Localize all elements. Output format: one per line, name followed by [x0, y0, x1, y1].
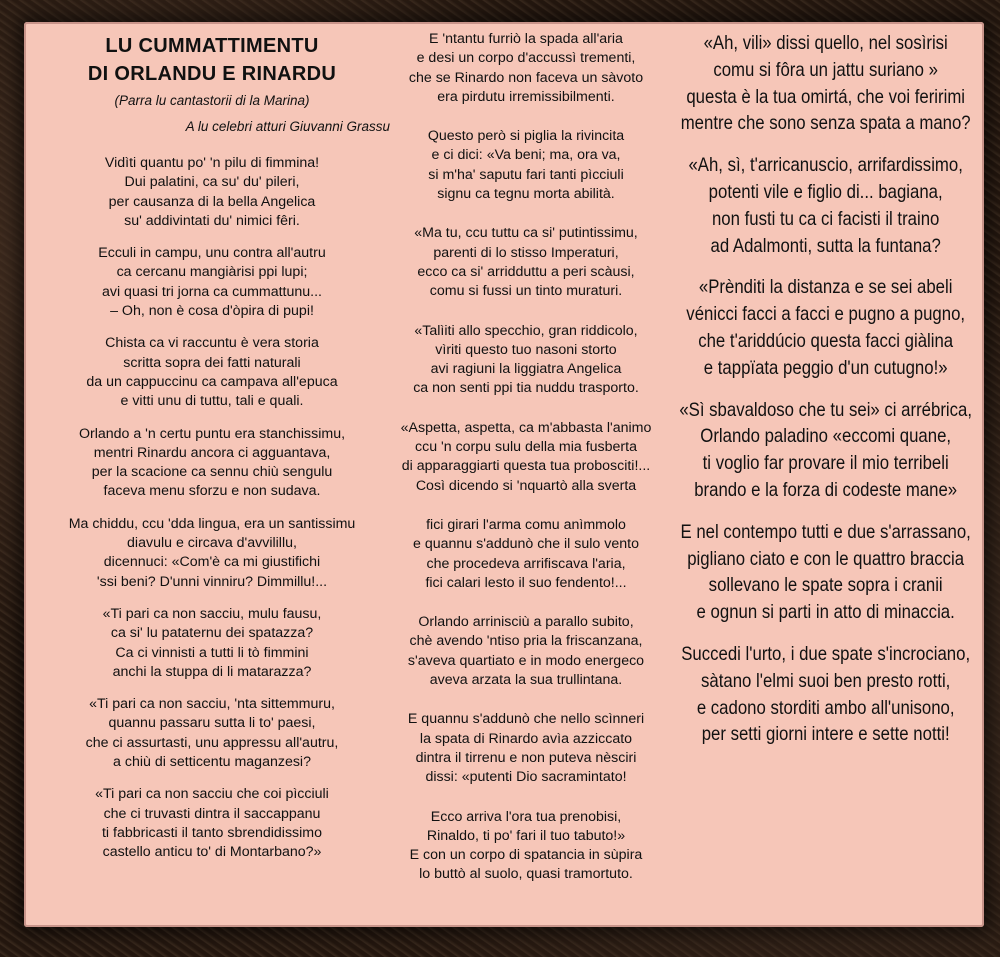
- stanza: [32, 425, 392, 502]
- verse-line: «Sì sbavaldoso che tu sei» ci arrébrica,: [679, 398, 973, 421]
- verse-line: diavulu e circava d'avvilillu,: [127, 535, 297, 552]
- stanza: [376, 613, 676, 690]
- verse-line: dissi: «putenti Dio sacramintato!: [425, 769, 627, 786]
- verse-line: Orlando a 'n certu puntu era stanchissimu,: [78, 425, 346, 442]
- poem-dedication: A lu celebri atturi Giuvanni Grassu: [185, 119, 390, 134]
- verse-line: mentre che sono senza spata a mano?: [680, 112, 971, 135]
- verse-line: 'ssi beni? D'unni vinniru? Dimmillu!...: [96, 573, 328, 590]
- verse-line: che procedeva arrifiscava l'aria,: [426, 555, 626, 572]
- verse-line: E con un corpo di spatancia in sùpira: [409, 847, 643, 864]
- stanza: [664, 152, 987, 259]
- verse-line: «Ah, sì, t'arricanuscio, arrifardissimo,: [688, 154, 963, 177]
- verse-line: aveva arzata la sua trullintana.: [429, 672, 623, 689]
- verse-line: – Oh, non è cosa d'òpira di pupi!: [110, 303, 314, 320]
- poem-subtitle: (Parra lu cantastorii di la Marina): [114, 93, 310, 108]
- column-2-stanzas: [376, 30, 676, 885]
- verse-line: Ecco arriva l'ora tua prenobisi,: [430, 808, 622, 825]
- column-3-stanzas: [664, 30, 987, 748]
- stanza: [32, 154, 392, 231]
- title-line: DI ORLANDU E RINARDU: [87, 63, 337, 85]
- verse-line: che ci assurtasti, unu appressu all'autru,: [85, 734, 339, 751]
- column-1: [32, 30, 392, 876]
- stanza: [32, 244, 392, 321]
- stanza: [376, 419, 676, 496]
- column-2: [376, 30, 676, 905]
- verse-line: Vidìti quantu po' 'n pilu di fimmina!: [104, 155, 320, 171]
- stanza: [664, 397, 987, 504]
- title-line: LU CUMMATTIMENTU: [105, 35, 319, 57]
- verse-line: Così dicendo si 'nquartò alla sverta: [415, 477, 637, 494]
- verse-line: e tappïata peggio d'un cutugno!»: [703, 356, 948, 379]
- verse-line: e ci dici: «Va beni; ma, ora va,: [431, 147, 621, 164]
- verse-line: su' addivintati du' nimici fêri.: [124, 212, 300, 229]
- verse-line: «Talìiti allo specchio, gran riddicolo,: [414, 322, 638, 339]
- stanza: [376, 30, 676, 107]
- verse-line: vénicci facci a facci e pugno a pugno,: [686, 303, 966, 326]
- verse-line: per causanza di la bella Angelica: [108, 193, 316, 210]
- verse-line: «Ti pari ca non sacciu, 'nta sittemmuru,: [89, 696, 335, 713]
- verse-line: da un cappuccinu ca campava all'epuca: [86, 373, 338, 390]
- verse-line: e ognun si parti in atto di minaccia.: [696, 601, 955, 624]
- verse-line: ecco ca si' arridduttu a peri scàusi,: [417, 263, 635, 280]
- verse-line: questa è la tua omirtá, che voi feririmi: [686, 85, 966, 108]
- verse-line: potenti vile e figlio di... bagiana,: [708, 180, 943, 203]
- verse-line: Succedi l'urto, i due spate s'incrociano,: [681, 642, 971, 665]
- stanza: [664, 274, 987, 381]
- stanza: [664, 519, 987, 626]
- stanza: [376, 710, 676, 787]
- verse-line: che t'ariddúcio questa facci giàlina: [698, 329, 954, 352]
- verse-line: «Ti pari ca non sacciu che coi pìcciuli: [95, 786, 329, 803]
- verse-line: brando e la forza di codeste mane»: [694, 478, 958, 501]
- verse-line: fici calari lesto il suo fendento!...: [425, 574, 627, 591]
- verse-line: avi ragiuni la liggiatra Angelica: [430, 361, 622, 378]
- verse-line: «Ma tu, ccu tuttu ca si' putintissimu,: [414, 225, 638, 242]
- verse-line: Chista ca vi raccuntu è vera storia: [105, 335, 319, 352]
- verse-line: Ecculi in campu, unu contra all'autru: [98, 245, 326, 262]
- verse-line: e desi un corpo d'accussì trementi,: [416, 50, 636, 67]
- column-3: [664, 30, 987, 763]
- verse-line: Orlando arrinisciù a parallo subito,: [418, 614, 634, 631]
- verse-line: E quannu s'addunò che nello scìnneri: [407, 711, 645, 728]
- stanza: [376, 808, 676, 885]
- verse-line: E nel contempo tutti e due s'arrassano,: [680, 520, 971, 543]
- verse-line: faceva menu sforzu e non sudava.: [103, 483, 321, 500]
- verse-line: comu si fôra un jattu suriano »: [713, 58, 939, 81]
- verse-line: quannu passaru sutta li to' paesi,: [108, 715, 316, 732]
- stanza: [376, 127, 676, 204]
- verse-line: «Ti pari ca non sacciu, mulu fausu,: [102, 605, 322, 622]
- verse-line: ca non senti ppi tia nuddu trasporto.: [413, 380, 639, 397]
- stanza: [32, 515, 392, 592]
- verse-line: e cadono storditi ambo all'unisono,: [696, 696, 955, 719]
- verse-line: per setti giorni intere e sette notti!: [701, 723, 950, 746]
- verse-line: vìriti questo tuo nasoni storto: [435, 341, 617, 358]
- poem-page: [24, 22, 984, 927]
- verse-line: ca cercanu mangiàrisi ppi lupi;: [116, 264, 308, 281]
- verse-line: Dui palatini, ca su' du' pileri,: [124, 174, 300, 191]
- verse-line: avi quasi tri jorna ca cummattunu...: [101, 283, 322, 300]
- verse-line: fici girari l'arma comu anìmmolo: [426, 516, 626, 533]
- verse-line: per la scacione ca sennu chiù sengulu: [91, 464, 333, 481]
- stanza: [32, 695, 392, 772]
- verse-line: s'aveva quartiato e in modo energeco: [407, 652, 645, 669]
- verse-line: era pirdutu irremissibilmenti.: [437, 88, 615, 105]
- verse-line: la spata di Rinardo avìa azziccato: [419, 730, 633, 747]
- verse-line: «Prènditi la distanza e se sei abeli: [698, 276, 953, 299]
- verse-line: «Aspetta, aspetta, ca m'abbasta l'animo: [400, 419, 652, 436]
- verse-line: castello anticu to' di Montarbano?»: [102, 844, 322, 861]
- verse-line: e quannu s'addunò che il sulo vento: [413, 536, 639, 553]
- verse-line: scritta sopra dei fatti naturali: [123, 354, 301, 371]
- verse-line: Ma chiddu, ccu 'dda lingua, era un santissimu: [68, 515, 356, 532]
- verse-line: ad Adalmonti, sutta la funtana?: [710, 234, 941, 257]
- verse-line: e vitti unu di tuttu, tali e quali.: [120, 393, 304, 410]
- stanza: [664, 641, 987, 748]
- verse-line: a chiù di setticentu maganzesi?: [113, 754, 311, 771]
- verse-line: comu si fussi un tinto muraturi.: [429, 283, 623, 300]
- verse-line: Questo però si piglia la rivincita: [427, 128, 625, 145]
- verse-line: lo buttò al suolo, quasi tramortuto.: [419, 866, 633, 883]
- verse-line: signu ca tegnu morta abilità.: [437, 186, 615, 203]
- column-1-stanzas: [32, 154, 392, 863]
- verse-line: pigliano ciato e con le quattro braccia: [687, 547, 965, 570]
- stanza: [32, 785, 392, 862]
- verse-line: chè avendo 'ntiso pria la friscanzana,: [409, 633, 643, 650]
- verse-line: Orlando paladino «eccomi quane,: [700, 425, 952, 448]
- verse-line: mentri Rinardu ancora ci agguantava,: [93, 444, 331, 461]
- verse-line: che se Rinardo non faceva un sàvoto: [408, 69, 644, 86]
- verse-line: si m'ha' saputu fari tanti pìcciuli: [428, 166, 624, 183]
- verse-line: ti voglio far provare il mio terribeli: [702, 452, 949, 475]
- stanza: [32, 334, 392, 411]
- verse-line: ccu 'n corpu sulu della mia fusberta: [415, 439, 637, 456]
- verse-line: Rinaldo, ti po' fari il tuo tabuto!»: [426, 827, 626, 844]
- verse-line: parenti di lo stisso Imperaturi,: [433, 244, 619, 261]
- verse-line: sollevano le spate sopra i cranii: [708, 574, 943, 597]
- verse-line: Ca ci vinnisti a tutti li tò fimmini: [115, 644, 309, 661]
- verse-line: ca si' lu pataternu dei spatazza?: [110, 625, 314, 642]
- stanza: [32, 605, 392, 682]
- verse-line: di apparaggiarti questa tua probosciti!...: [401, 458, 651, 475]
- stanza: [376, 516, 676, 593]
- stanza: [664, 30, 987, 137]
- verse-line: «Ah, vili» dissi quello, nel sosìrisi: [703, 32, 948, 54]
- verse-line: sàtano l'elmi suoi ben presto rotti,: [701, 669, 951, 692]
- verse-line: ti fabbricasti il tanto sbrendidissimo: [101, 824, 322, 841]
- verse-line: E 'ntantu furriò la spada all'aria: [429, 31, 623, 47]
- poem-title: [32, 32, 392, 88]
- stanza: [376, 322, 676, 399]
- verse-line: dicennuci: «Com'è ca mi giustifichi: [103, 554, 321, 571]
- stanza: [376, 224, 676, 301]
- verse-line: dintra il tirrenu e non puteva nèsciri: [415, 749, 637, 766]
- verse-line: non fusti tu ca ci facisti il traino: [711, 207, 940, 230]
- verse-line: anchi la stuppa di li matarazza?: [112, 663, 312, 680]
- verse-line: che ci truvasti dintra il saccappanu: [103, 805, 321, 822]
